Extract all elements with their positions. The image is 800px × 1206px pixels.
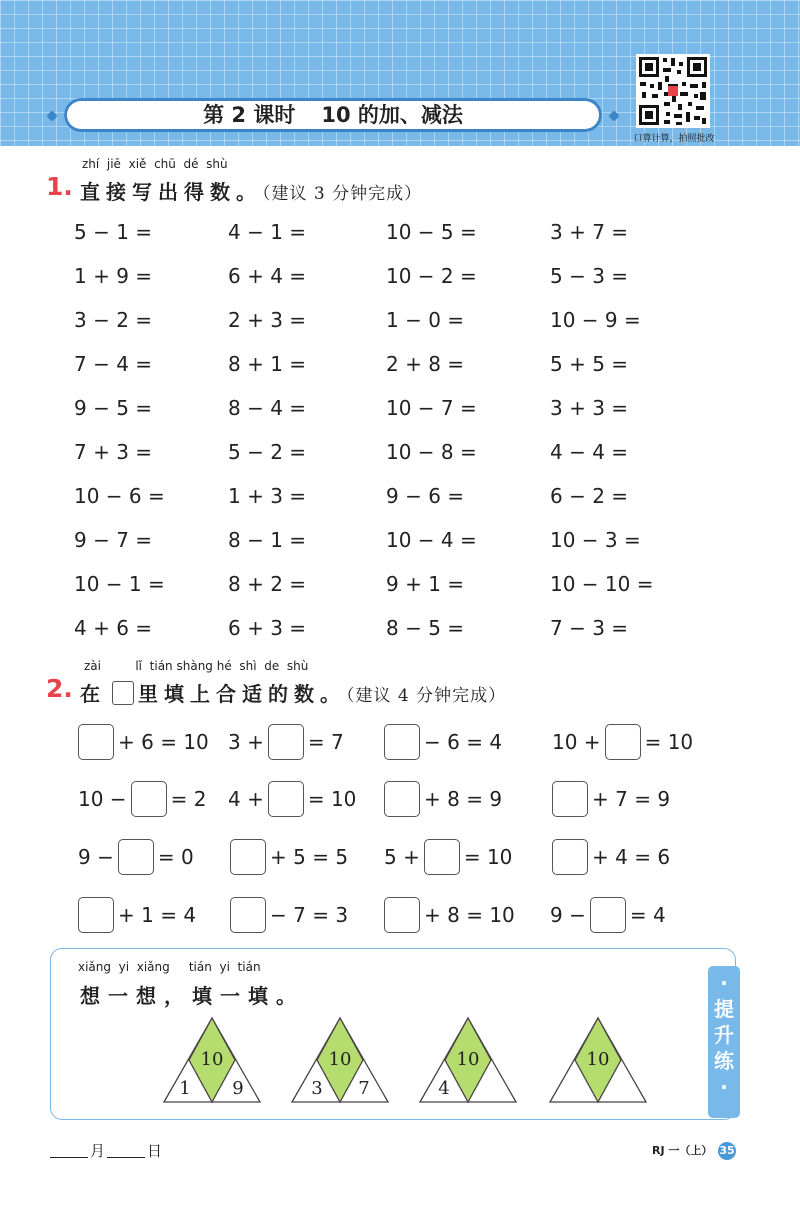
q1-eq-r9-c4: 10 − 10 = xyxy=(550,572,654,596)
q1-eq-r8-c4: 10 − 3 = xyxy=(550,528,641,552)
answer-box[interactable] xyxy=(605,724,641,760)
q1-number: 1. xyxy=(46,172,73,201)
q2-item: + 8 = 10 xyxy=(380,897,515,933)
q2-pinyin: zài lǐ tián shàng hé shì de shù xyxy=(84,659,309,673)
q1-eq-r5-c3: 10 − 7 = xyxy=(386,396,477,420)
q1-eq-r2-c1: 1 + 9 = xyxy=(74,264,153,288)
q1-eq-r1-c3: 10 − 5 = xyxy=(386,220,477,244)
answer-box[interactable] xyxy=(78,724,114,760)
q1-eq-r3-c2: 2 + 3 = xyxy=(228,308,307,332)
number-triangle xyxy=(418,1016,518,1104)
page-number-badge: 35 xyxy=(718,1142,736,1160)
answer-box[interactable] xyxy=(230,839,266,875)
answer-box[interactable] xyxy=(118,839,154,875)
month-label: 月 xyxy=(90,1142,106,1160)
q1-eq-r7-c1: 10 − 6 = xyxy=(74,484,165,508)
q1-eq-r4-c3: 2 + 8 = xyxy=(386,352,465,376)
answer-box[interactable] xyxy=(384,897,420,933)
q1-eq-r3-c1: 3 − 2 = xyxy=(74,308,153,332)
date-field[interactable] xyxy=(48,1140,162,1161)
q2-item: 9 − = 0 xyxy=(78,839,194,875)
q1-eq-r2-c2: 6 + 4 = xyxy=(228,264,307,288)
answer-box[interactable] xyxy=(384,724,420,760)
edition-label: RJ 一（上） xyxy=(652,1144,713,1157)
answer-box[interactable] xyxy=(424,839,460,875)
q2-item: 5 + = 10 xyxy=(384,839,512,875)
answer-box[interactable] xyxy=(552,839,588,875)
number-triangle xyxy=(162,1016,262,1104)
triangle-top-number: 10 xyxy=(456,1049,480,1070)
q2-instruction: 在 里填上合适的数。（建议 4 分钟完成） xyxy=(80,682,507,706)
q1-instruction: 直接写出得数。（建议 3 分钟完成） xyxy=(80,180,423,204)
triangle-right-number: 9 xyxy=(232,1078,244,1099)
q2-item: − 7 = 3 xyxy=(226,897,348,933)
q1-eq-r5-c1: 9 − 5 = xyxy=(74,396,153,420)
lesson-label: 第 2 课时 xyxy=(203,103,296,127)
q2-item: + 6 = 10 xyxy=(74,724,209,760)
q1-eq-r6-c2: 5 − 2 = xyxy=(228,440,307,464)
qr-caption: 口算计算，拍照批改 xyxy=(633,134,715,144)
answer-box[interactable] xyxy=(384,781,420,817)
q2-item: 10 + = 10 xyxy=(552,724,693,760)
answer-box[interactable] xyxy=(268,781,304,817)
q1-eq-r9-c2: 8 + 2 = xyxy=(228,572,307,596)
answer-box[interactable] xyxy=(590,897,626,933)
q1-eq-r7-c2: 1 + 3 = xyxy=(228,484,307,508)
day-label: 日 xyxy=(147,1142,163,1160)
triangle-left-number: 4 xyxy=(438,1078,450,1099)
q1-time-note: （建议 3 分钟完成） xyxy=(262,184,423,204)
triangle-left-number: 1 xyxy=(179,1078,191,1099)
q2-item: 3 + = 7 xyxy=(228,724,344,760)
answer-box[interactable] xyxy=(268,724,304,760)
answer-box[interactable] xyxy=(131,781,167,817)
q1-eq-r2-c3: 10 − 2 = xyxy=(386,264,477,288)
q2-item: 9 − = 4 xyxy=(550,897,666,933)
q1-eq-r3-c4: 10 − 9 = xyxy=(550,308,641,332)
q2-item: 4 + = 10 xyxy=(228,781,356,817)
q1-eq-r3-c3: 1 − 0 = xyxy=(386,308,465,332)
q1-eq-r5-c4: 3 + 3 = xyxy=(550,396,629,420)
answer-box-icon xyxy=(112,681,134,705)
q1-eq-r8-c2: 8 − 1 = xyxy=(228,528,307,552)
q1-eq-r1-c2: 4 − 1 = xyxy=(228,220,307,244)
q1-eq-r1-c1: 5 − 1 = xyxy=(74,220,153,244)
page-title xyxy=(64,98,602,132)
q3-pinyin: xiǎng yi xiǎng tián yi tián xyxy=(78,960,261,974)
q2-number: 2. xyxy=(46,674,73,703)
number-triangle xyxy=(548,1016,648,1104)
q1-eq-r10-c1: 4 + 6 = xyxy=(74,616,153,640)
q1-pinyin: zhí jiē xiě chū dé shù xyxy=(82,157,228,171)
q2-item: + 7 = 9 xyxy=(548,781,670,817)
q1-eq-r6-c1: 7 + 3 = xyxy=(74,440,153,464)
q1-eq-r4-c1: 7 − 4 = xyxy=(74,352,153,376)
q2-item: − 6 = 4 xyxy=(380,724,502,760)
triangle-right-number: 7 xyxy=(358,1078,370,1099)
q2-item: + 5 = 5 xyxy=(226,839,348,875)
triangle-top-number: 10 xyxy=(586,1049,610,1070)
answer-box[interactable] xyxy=(78,897,114,933)
q2-item: + 1 = 4 xyxy=(74,897,196,933)
q1-eq-r9-c1: 10 − 1 = xyxy=(74,572,165,596)
q1-eq-r5-c2: 8 − 4 = xyxy=(228,396,307,420)
answer-box[interactable] xyxy=(552,781,588,817)
q1-eq-r2-c4: 5 − 3 = xyxy=(550,264,629,288)
number-triangle xyxy=(290,1016,390,1104)
q1-eq-r7-c3: 9 − 6 = xyxy=(386,484,465,508)
q2-item: + 4 = 6 xyxy=(548,839,670,875)
q2-time-note: （建议 4 分钟完成） xyxy=(346,686,507,706)
triangle-left-number: 3 xyxy=(311,1078,323,1099)
answer-box[interactable] xyxy=(230,897,266,933)
q1-eq-r10-c4: 7 − 3 = xyxy=(550,616,629,640)
q1-eq-r10-c3: 8 − 5 = xyxy=(386,616,465,640)
lesson-topic: 10 的加、减法 xyxy=(321,103,463,127)
q1-eq-r4-c4: 5 + 5 = xyxy=(550,352,629,376)
q1-eq-r1-c4: 3 + 7 = xyxy=(550,220,629,244)
q1-eq-r9-c3: 9 + 1 = xyxy=(386,572,465,596)
triangle-top-number: 10 xyxy=(200,1049,224,1070)
q1-eq-r7-c4: 6 − 2 = xyxy=(550,484,629,508)
q2-item: 10 − = 2 xyxy=(78,781,206,817)
q2-item: + 8 = 9 xyxy=(380,781,502,817)
triangle-top-number: 10 xyxy=(328,1049,352,1070)
q3-instruction: 想一想，填一填。 xyxy=(80,984,304,1008)
qr-code-icon[interactable] xyxy=(636,54,710,128)
q1-eq-r4-c2: 8 + 1 = xyxy=(228,352,307,376)
q1-eq-r6-c4: 4 − 4 = xyxy=(550,440,629,464)
q1-eq-r10-c2: 6 + 3 = xyxy=(228,616,307,640)
q1-eq-r6-c3: 10 − 8 = xyxy=(386,440,477,464)
enhancement-practice-tab: · 提 升 练 · xyxy=(708,966,740,1118)
q1-eq-r8-c1: 9 − 7 = xyxy=(74,528,153,552)
q1-eq-r8-c3: 10 − 4 = xyxy=(386,528,477,552)
